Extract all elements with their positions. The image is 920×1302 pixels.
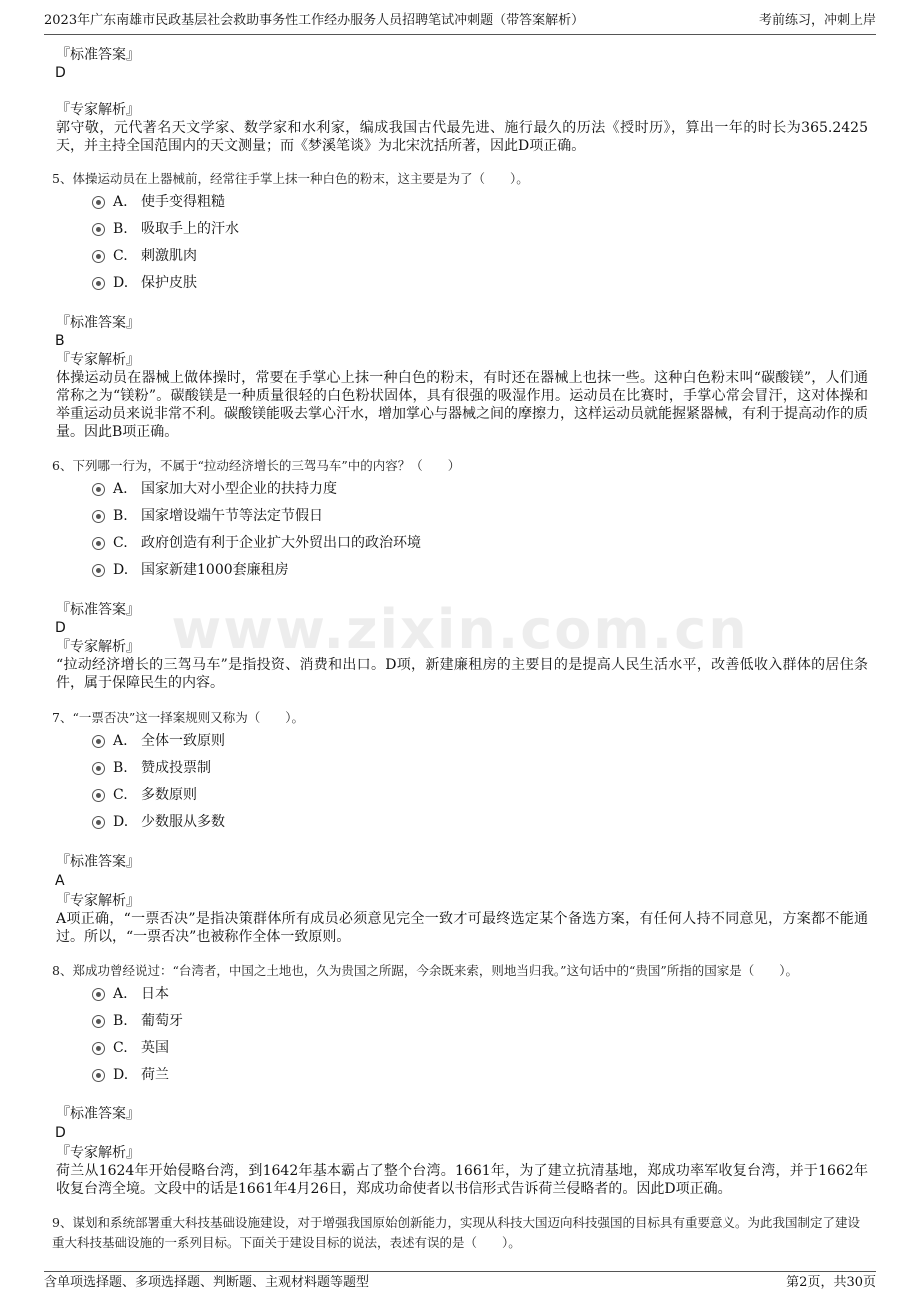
document-title: 2023年广东南雄市民政基层社会救助事务性工作经办服务人员招聘笔试冲刺题（带答案解析）: [44, 13, 585, 28]
option-c[interactable]: C. 多数原则: [92, 785, 197, 805]
footer-question-types: 含单项选择题、多项选择题、判断题、主观材料题等题型: [44, 1275, 370, 1290]
question-stem: 6、下列哪一行为，不属于“拉动经济增长的三驾马车”中的内容？（ ）: [52, 458, 461, 473]
analysis-text: 荷兰从1624年开始侵略台湾，到1642年基本霸占了整个台湾。1661年，为了建立抗清基地，郑成功率军收复台湾，并于1662年收复台湾全境。文段中的话是1661年4月26日，郑成功命使者以书信形式告诉荷兰侵略者的。因此D项正确。: [56, 1163, 868, 1197]
analysis-text: “拉动经济增长的三驾马车”是指投资、消费和出口。D项，新建廉租房的主要目的是提高人民生活水平，改善低收入群体的居住条件，属于保障民生的内容。: [56, 657, 868, 691]
radio-icon[interactable]: [92, 735, 105, 748]
question-stem: 8、郑成功曾经说过：“台湾者，中国之土地也，久为贵国之所踞，今余既来索，则地当归我。”这句话中的“贵国”所指的国家是（ ）。: [52, 963, 799, 978]
radio-icon[interactable]: [92, 537, 105, 550]
option-b[interactable]: B. 葡萄牙: [92, 1011, 183, 1031]
radio-icon[interactable]: [92, 988, 105, 1001]
answer-label: 『标准答案』: [56, 47, 140, 63]
option-a[interactable]: A. 使手变得粗糙: [92, 192, 225, 212]
option-c[interactable]: C. 政府创造有利于企业扩大外贸出口的政治环境: [92, 533, 421, 553]
radio-icon[interactable]: [92, 277, 105, 290]
page-number: 第2页，共30页: [786, 1275, 876, 1290]
page-header: [44, 10, 876, 35]
radio-icon[interactable]: [92, 1015, 105, 1028]
answer-value: B: [55, 333, 65, 349]
option-b[interactable]: B. 国家增设端午节等法定节假日: [92, 506, 323, 526]
question-stem: 7、“一票否决”这一择案规则又称为（ ）。: [52, 710, 304, 725]
answer-label: 『标准答案』: [56, 602, 140, 618]
answer-value: D: [55, 65, 66, 81]
header-slogan: 考前练习，冲刺上岸: [758, 13, 876, 28]
answer-label: 『标准答案』: [56, 315, 140, 331]
radio-icon[interactable]: [92, 816, 105, 829]
analysis-label: 『专家解析』: [56, 893, 140, 909]
answer-value: A: [55, 873, 65, 889]
radio-icon[interactable]: [92, 564, 105, 577]
radio-icon[interactable]: [92, 196, 105, 209]
answer-label: 『标准答案』: [56, 854, 140, 870]
option-b[interactable]: B. 吸取手上的汗水: [92, 219, 239, 239]
page-footer: [44, 1271, 876, 1296]
question-stem: 9、谋划和系统部署重大科技基础设施建设，对于增强我国原始创新能力，实现从科技大国迈向科技强国的目标具有重要意义。为此我国制定了建设重大科技基础设施的一系列目标。下面关于建设目标的说法，表述有误的是（ ）。: [52, 1215, 860, 1250]
radio-icon[interactable]: [92, 223, 105, 236]
watermark: www.zixin.com.cn: [171, 598, 749, 661]
analysis-text: 体操运动员在器械上做体操时，常要在手掌心上抹一种白色的粉末，有时还在器械上也抹一些。这种白色粉末叫“碳酸镁”，人们通常称之为“镁粉”。碳酸镁是一种质量很轻的白色粉状固体，具有很强的吸湿作用。运动员在比赛时，手掌心常会冒汗，这对体操和举重运动员来说非常不利。碳酸镁能吸去掌心汗水，增加掌心与器械之间的摩擦力，这样运动员就能握紧器械，有利于提高动作的质量。因此B项正确。: [56, 370, 868, 440]
radio-icon[interactable]: [92, 250, 105, 263]
analysis-text: 郭守敬，元代著名天文学家、数学家和水利家，编成我国古代最先进、施行最久的历法《授时历》，算出一年的时长为365.2425天，并主持全国范围内的天文测量；而《梦溪笔谈》为北宋沈括所著，因此D项正确。: [56, 120, 868, 154]
option-d[interactable]: D. 国家新建1000套廉租房: [92, 560, 289, 580]
analysis-label: 『专家解析』: [56, 102, 140, 118]
question-stem: 5、体操运动员在上器械前，经常往手掌上抹一种白色的粉末，这主要是为了（ ）。: [52, 171, 529, 186]
radio-icon[interactable]: [92, 789, 105, 802]
radio-icon[interactable]: [92, 1069, 105, 1082]
radio-icon[interactable]: [92, 762, 105, 775]
option-a[interactable]: A. 国家加大对小型企业的扶持力度: [92, 479, 337, 499]
answer-value: D: [55, 1125, 66, 1141]
analysis-label: 『专家解析』: [56, 639, 140, 655]
option-d[interactable]: D. 少数服从多数: [92, 812, 225, 832]
analysis-text: A项正确，“一票否决”是指决策群体所有成员必须意见完全一致才可最终选定某个备选方案，有任何人持不同意见，方案都不能通过。所以，“一票否决”也被称作全体一致原则。: [56, 911, 868, 945]
option-c[interactable]: C. 刺激肌肉: [92, 246, 197, 266]
radio-icon[interactable]: [92, 510, 105, 523]
answer-value: D: [55, 620, 66, 636]
option-a[interactable]: A. 日本: [92, 984, 169, 1004]
option-a[interactable]: A. 全体一致原则: [92, 731, 225, 751]
analysis-label: 『专家解析』: [56, 1145, 140, 1161]
option-c[interactable]: C. 英国: [92, 1038, 169, 1058]
option-b[interactable]: B. 赞成投票制: [92, 758, 211, 778]
radio-icon[interactable]: [92, 1042, 105, 1055]
option-d[interactable]: D. 荷兰: [92, 1065, 169, 1085]
analysis-label: 『专家解析』: [56, 352, 140, 368]
radio-icon[interactable]: [92, 483, 105, 496]
option-d[interactable]: D. 保护皮肤: [92, 273, 197, 293]
answer-label: 『标准答案』: [56, 1106, 140, 1122]
